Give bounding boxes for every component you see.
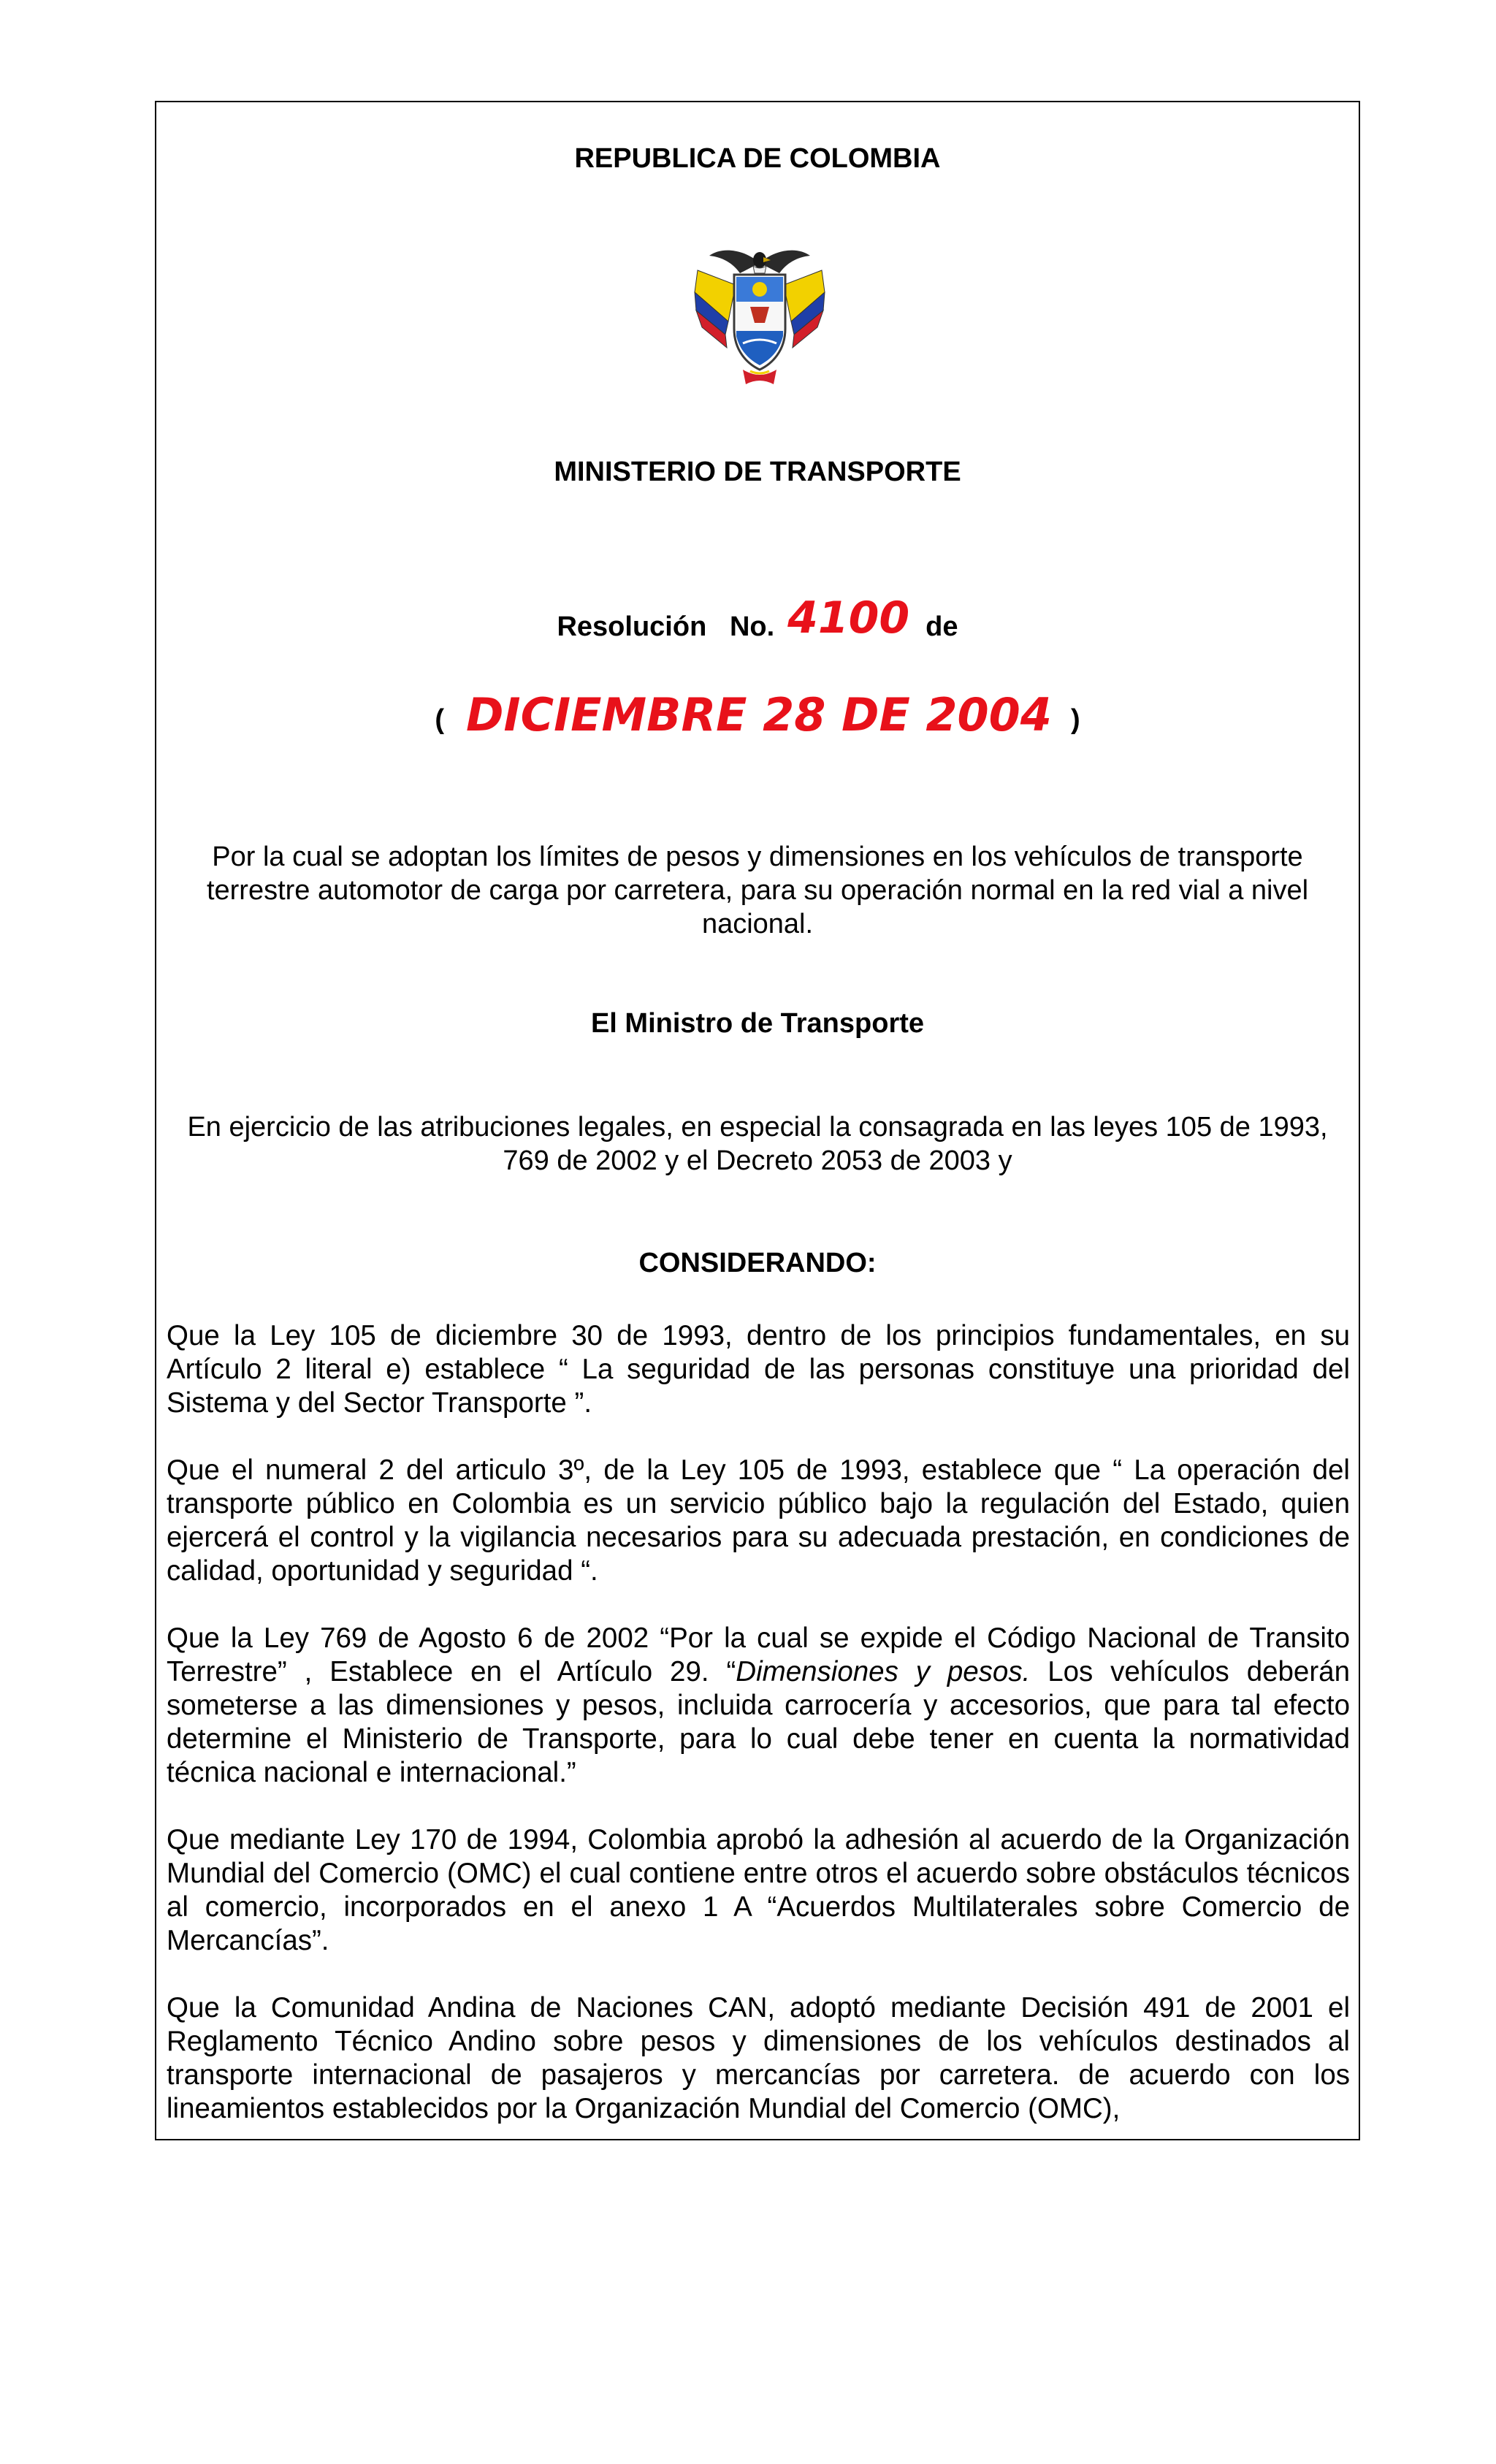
resolution-label: Resolución No. — [557, 611, 775, 642]
considerando-paragraph — [167, 1622, 1350, 1790]
resolution-number: 4100 — [787, 592, 910, 644]
considerando-paragraph: Que mediante Ley 170 de 1994, Colombia aprobó la adhesión al acuerdo de la Organización Mundial del Comercio (OMC) el cual contiene entre otros el acuerdo sobre obstáculos técnicos al comercio, incorporados en el anexo 1 A “Acuerdos Multilaterales sobre Comercio de Mercancías”. — [167, 1824, 1350, 1956]
resolution-subject: Por la cual se adoptan los límites de pesos y dimensiones en los vehículos de transporte terrestre automotor de carga por carretera, para su operación normal en la red vial a nivel nacional. — [206, 842, 1309, 939]
colombia-coat-of-arms-icon — [692, 241, 828, 387]
considerando-text: Los vehículos deberán someterse a las dimensiones y pesos, incluida carrocería y accesorios, que para tal efecto determine el Ministerio de Transporte, para lo cual debe tener en cuenta la normatividad técnica nacional e internacional.” — [167, 1656, 1350, 1788]
resolution-date-line — [156, 687, 1359, 752]
considerando-text: Que la Ley 769 de Agosto 6 de 2002 “Por la cual se expide el Código Nacional de Transito Terrestre” , Establece en el Artículo 29. “ — [167, 1622, 1350, 1687]
date-close-paren: ) — [1070, 704, 1080, 735]
resolution-line — [156, 592, 1359, 656]
resolution-date: DICIEMBRE 28 DE 2004 — [466, 688, 1052, 741]
legal-attributions: En ejercicio de las atribuciones legales, en especial la consagrada en las leyes 105 de 1993, 769 de 2002 y el Decreto 2053 de 2003 y — [187, 1112, 1328, 1176]
country-heading: REPUBLICA DE COLOMBIA — [574, 143, 941, 174]
ministry-heading: MINISTERIO DE TRANSPORTE — [554, 457, 961, 487]
considerando-italic-text: Dimensiones y pesos. — [736, 1656, 1031, 1687]
considerando-paragraph: Que la Ley 105 de diciembre 30 de 1993, dentro de los principios fundamentales, en su Artículo 2 literal e) establece “ La seguridad de las personas constituye una prioridad del Sistema y del Sector Transporte ”. — [167, 1320, 1350, 1419]
resolution-de: de — [926, 611, 958, 642]
considerando-paragraph: Que la Comunidad Andina de Naciones CAN, adoptó mediante Decisión 491 de 2001 el Reglamento Técnico Andino sobre pesos y dimensiones de los vehículos destinados al transporte internacional de pasajeros y mercancías por carretera. de acuerdo con los lineamientos establecidos por la Organización Mundial del Comercio (OMC), — [167, 1992, 1350, 2124]
date-open-paren: ( — [435, 704, 445, 735]
considering-heading: CONSIDERANDO: — [638, 1248, 877, 1278]
considerando-paragraph: Que el numeral 2 del articulo 3º, de la Ley 105 de 1993, establece que “ La operación del transporte público en Colombia es un servicio público bajo la regulación del Estado, quien ejercerá el control y la vigilancia necesarios para su adecuada prestación, en condiciones de calidad, oportunidad y seguridad “. — [167, 1454, 1350, 1587]
document-frame — [155, 101, 1360, 2140]
minister-title: El Ministro de Transporte — [590, 1008, 925, 1039]
considerandos-list — [167, 1319, 1350, 2126]
